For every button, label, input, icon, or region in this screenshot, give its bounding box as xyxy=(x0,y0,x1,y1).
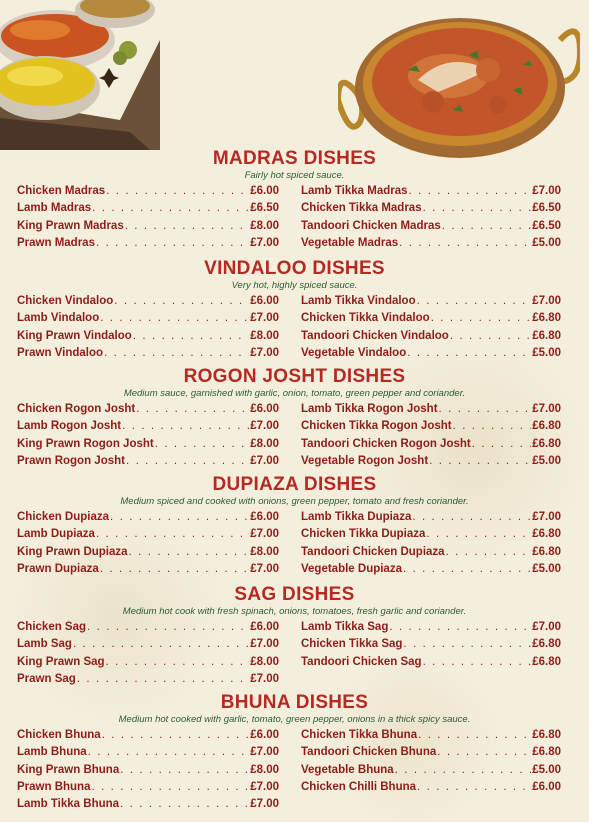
item-price: £6.50 xyxy=(250,202,279,215)
item-price: £7.00 xyxy=(250,672,279,685)
menu-item xyxy=(301,417,561,435)
dot-leader xyxy=(96,234,249,252)
dot-leader xyxy=(120,761,249,779)
item-price: £6.50 xyxy=(532,202,561,215)
dot-leader xyxy=(114,292,249,310)
dot-leader xyxy=(155,435,249,453)
menu-item xyxy=(17,199,279,217)
dot-leader xyxy=(409,182,532,200)
menu-item xyxy=(17,452,279,470)
menu-item xyxy=(301,508,561,526)
dot-leader xyxy=(110,508,249,526)
item-name: Prawn Sag xyxy=(17,672,76,685)
item-price: £7.00 xyxy=(250,528,279,541)
item-price: £8.00 xyxy=(250,763,279,776)
dot-leader xyxy=(126,452,249,470)
item-price: £7.00 xyxy=(532,185,561,197)
section-title: ROGON JOSHT DISHES xyxy=(183,366,406,387)
item-name: Tandoori Chicken Bhuna xyxy=(301,746,437,759)
dot-leader xyxy=(100,560,249,578)
dot-leader xyxy=(439,400,532,418)
menu-section xyxy=(0,148,589,258)
menu-item xyxy=(17,795,279,813)
menu-item xyxy=(17,560,279,578)
menu-item xyxy=(17,344,279,362)
item-price: £6.80 xyxy=(532,729,561,741)
dot-leader xyxy=(125,217,250,235)
dot-leader xyxy=(412,508,531,526)
menu-item xyxy=(17,761,279,779)
menu-item xyxy=(301,452,561,470)
item-price: £5.00 xyxy=(532,236,561,249)
curry-dish-photo xyxy=(338,10,580,160)
dot-leader xyxy=(429,452,531,470)
item-name: King Prawn Bhuna xyxy=(17,763,120,776)
dot-leader xyxy=(431,309,532,327)
dot-leader xyxy=(77,670,249,688)
item-name: Tandoori Chicken Rogon Josht xyxy=(301,437,471,450)
section-title: DUPIAZA DISHES xyxy=(212,474,377,495)
item-name: Vegetable Vindaloo xyxy=(301,346,407,359)
item-price: £7.00 xyxy=(250,312,279,325)
item-name: Chicken Tikka Rogon Josht xyxy=(301,420,452,433)
dot-leader xyxy=(423,199,532,217)
menu-item xyxy=(17,778,279,796)
item-price: £5.00 xyxy=(532,346,561,359)
item-name: Lamb Tikka Vindaloo xyxy=(301,295,416,307)
item-price: £7.00 xyxy=(250,454,279,467)
menu-item xyxy=(17,327,279,345)
item-price: £7.00 xyxy=(250,236,279,249)
item-name: Vegetable Madras xyxy=(301,236,399,249)
item-price: £6.00 xyxy=(250,403,279,415)
dot-leader xyxy=(122,417,249,435)
item-name: King Prawn Dupiaza xyxy=(17,545,128,558)
item-price: £7.00 xyxy=(250,780,279,793)
item-name: Prawn Vindaloo xyxy=(17,346,104,359)
menu-item xyxy=(17,635,279,653)
item-name: Prawn Rogon Josht xyxy=(17,454,125,467)
section-title: SAG DISHES xyxy=(234,584,355,605)
menu-item xyxy=(17,217,279,235)
dot-leader xyxy=(91,778,249,796)
dot-leader xyxy=(102,726,250,744)
item-price: £8.00 xyxy=(250,219,279,232)
item-name: Chicken Tikka Bhuna xyxy=(301,729,418,741)
item-price: £7.00 xyxy=(532,511,561,523)
item-price: £6.80 xyxy=(532,528,561,541)
dot-leader xyxy=(73,635,249,653)
item-price: £7.00 xyxy=(250,562,279,575)
item-name: Lamb Tikka Rogon Josht xyxy=(301,403,438,415)
menu-item xyxy=(17,292,279,310)
item-name: Lamb Sag xyxy=(17,638,72,651)
menu-item xyxy=(17,543,279,561)
dot-leader xyxy=(133,327,249,345)
item-price: £8.00 xyxy=(250,545,279,558)
dot-leader xyxy=(104,344,249,362)
dot-leader xyxy=(418,726,531,744)
dot-leader xyxy=(450,327,531,345)
item-price: £6.80 xyxy=(532,638,561,651)
dot-leader xyxy=(417,778,531,796)
dot-leader xyxy=(96,525,249,543)
dot-leader xyxy=(120,795,249,813)
item-name: Lamb Rogon Josht xyxy=(17,420,122,433)
section-title: BHUNA DISHES xyxy=(220,692,369,713)
menu-item xyxy=(301,560,561,578)
item-name: Lamb Tikka Dupiaza xyxy=(301,511,412,523)
item-price: £6.00 xyxy=(250,621,279,633)
menu-section xyxy=(0,474,589,584)
item-name: Tandoori Chicken Vindaloo xyxy=(301,329,449,342)
item-price: £7.00 xyxy=(250,798,279,811)
menu-item xyxy=(301,199,561,217)
dot-leader xyxy=(136,400,249,418)
item-price: £6.80 xyxy=(532,437,561,450)
item-name: King Prawn Rogon Josht xyxy=(17,437,154,450)
menu-item xyxy=(301,309,561,327)
dot-leader xyxy=(417,292,532,310)
menu-item xyxy=(17,743,279,761)
item-name: Chicken Rogon Josht xyxy=(17,403,136,415)
menu-item xyxy=(17,309,279,327)
item-name: Chicken Madras xyxy=(17,185,106,197)
dot-leader xyxy=(129,543,250,561)
item-name: Prawn Dupiaza xyxy=(17,562,99,575)
dot-leader xyxy=(453,417,532,435)
menu-item xyxy=(17,508,279,526)
item-price: £8.00 xyxy=(250,655,279,668)
section-subtitle: Medium hot cooked with garlic, tomato, green pepper, onions in a thick spicy sauce. xyxy=(118,714,471,725)
item-name: Tandoori Chicken Dupiaza xyxy=(301,545,445,558)
item-price: £6.80 xyxy=(532,312,561,325)
item-name: Lamb Tikka Sag xyxy=(301,621,389,633)
section-subtitle: Fairly hot spiced sauce. xyxy=(244,170,345,181)
menu-item xyxy=(17,234,279,252)
item-name: Chicken Bhuna xyxy=(17,729,101,741)
item-price: £8.00 xyxy=(250,329,279,342)
item-price: £7.00 xyxy=(250,746,279,759)
menu-item xyxy=(301,635,561,653)
item-name: Chicken Chilli Bhuna xyxy=(301,780,417,793)
item-price: £7.00 xyxy=(250,346,279,359)
menu-item xyxy=(17,670,279,688)
menu-item xyxy=(301,743,561,761)
item-name: Chicken Tikka Sag xyxy=(301,638,403,651)
item-name: Lamb Tikka Bhuna xyxy=(17,798,120,811)
item-price: £6.50 xyxy=(532,219,561,232)
section-subtitle: Very hot, highly spiced sauce. xyxy=(231,280,358,291)
menu-item xyxy=(301,344,561,362)
item-name: Chicken Dupiaza xyxy=(17,511,110,523)
item-price: £6.80 xyxy=(532,746,561,759)
item-price: £6.80 xyxy=(532,420,561,433)
item-price: £6.00 xyxy=(250,511,279,523)
dot-leader xyxy=(92,199,249,217)
item-price: £6.00 xyxy=(250,729,279,741)
item-price: £7.00 xyxy=(532,621,561,633)
item-name: Prawn Bhuna xyxy=(17,780,91,793)
dot-leader xyxy=(437,743,531,761)
dot-leader xyxy=(399,234,531,252)
item-price: £7.00 xyxy=(532,403,561,415)
section-subtitle: Medium sauce, garnished with garlic, onion, tomato, green pepper and coriander. xyxy=(123,388,466,399)
menu-item xyxy=(17,417,279,435)
dot-leader xyxy=(395,761,532,779)
menu-item xyxy=(301,292,561,310)
menu-item xyxy=(301,435,561,453)
item-name: King Prawn Sag xyxy=(17,655,105,668)
item-price: £8.00 xyxy=(250,437,279,450)
item-price: £7.00 xyxy=(250,420,279,433)
menu-item xyxy=(301,761,561,779)
menu-item xyxy=(301,400,561,418)
menu-item xyxy=(301,182,561,200)
item-price: £6.80 xyxy=(532,545,561,558)
dot-leader xyxy=(403,560,531,578)
item-price: £5.00 xyxy=(532,763,561,776)
menu-section xyxy=(0,258,589,368)
item-name: Chicken Tikka Dupiaza xyxy=(301,528,426,541)
dot-leader xyxy=(389,618,531,636)
item-name: King Prawn Vindaloo xyxy=(17,329,132,342)
dot-leader xyxy=(407,344,531,362)
menu-item xyxy=(301,234,561,252)
item-name: Tandoori Chicken Sag xyxy=(301,655,422,668)
menu-item xyxy=(301,525,561,543)
item-name: Vegetable Bhuna xyxy=(301,763,394,776)
dot-leader xyxy=(446,543,532,561)
menu-item xyxy=(301,778,561,796)
menu-item xyxy=(301,726,561,744)
item-price: £6.80 xyxy=(532,329,561,342)
item-price: £6.00 xyxy=(532,780,561,793)
item-price: £5.00 xyxy=(532,454,561,467)
dot-leader xyxy=(403,635,531,653)
item-name: Vegetable Rogon Josht xyxy=(301,454,429,467)
item-name: Chicken Tikka Vindaloo xyxy=(301,312,430,325)
item-name: Lamb Dupiaza xyxy=(17,528,95,541)
menu-item xyxy=(17,653,279,671)
item-name: Chicken Vindaloo xyxy=(17,295,114,307)
dot-leader xyxy=(442,217,531,235)
item-name: Chicken Sag xyxy=(17,621,87,633)
item-price: £5.00 xyxy=(532,562,561,575)
item-name: Prawn Madras xyxy=(17,236,95,249)
dot-leader xyxy=(426,525,531,543)
item-name: Chicken Tikka Madras xyxy=(301,202,422,215)
menu-section xyxy=(0,692,589,811)
item-name: King Prawn Madras xyxy=(17,219,124,232)
item-name: Lamb Vindaloo xyxy=(17,312,100,325)
dot-leader xyxy=(106,653,250,671)
item-name: Lamb Tikka Madras xyxy=(301,185,408,197)
spices-photo xyxy=(0,0,160,150)
item-name: Tandoori Chicken Madras xyxy=(301,219,441,232)
item-name: Lamb Bhuna xyxy=(17,746,87,759)
menu-item xyxy=(301,618,561,636)
menu-section xyxy=(0,366,589,476)
dot-leader xyxy=(88,743,250,761)
item-price: £6.80 xyxy=(532,655,561,668)
dot-leader xyxy=(100,309,249,327)
menu-item xyxy=(17,618,279,636)
item-price: £6.00 xyxy=(250,295,279,307)
menu-item xyxy=(301,327,561,345)
section-subtitle: Medium spiced and cooked with onions, green pepper, tomato and fresh coriander. xyxy=(120,496,469,507)
menu-item xyxy=(301,217,561,235)
menu-item xyxy=(301,543,561,561)
dot-leader xyxy=(106,182,249,200)
menu-item xyxy=(301,653,561,671)
item-name: Lamb Madras xyxy=(17,202,92,215)
section-title: VINDALOO DISHES xyxy=(204,258,385,279)
dot-leader xyxy=(472,435,531,453)
menu-item xyxy=(17,435,279,453)
menu-item xyxy=(17,182,279,200)
item-price: £6.00 xyxy=(250,185,279,197)
dot-leader xyxy=(87,618,249,636)
menu-item xyxy=(17,726,279,744)
menu-section xyxy=(0,584,589,694)
item-price: £7.00 xyxy=(250,638,279,651)
item-price: £7.00 xyxy=(532,295,561,307)
item-name: Vegetable Dupiaza xyxy=(301,562,402,575)
section-subtitle: Medium hot cook with fresh spinach, onions, tomatoes, fresh garlic and coriander. xyxy=(122,606,467,617)
section-title: MADRAS DISHES xyxy=(212,148,377,169)
dot-leader xyxy=(423,653,532,671)
menu-item xyxy=(17,400,279,418)
menu-item xyxy=(17,525,279,543)
